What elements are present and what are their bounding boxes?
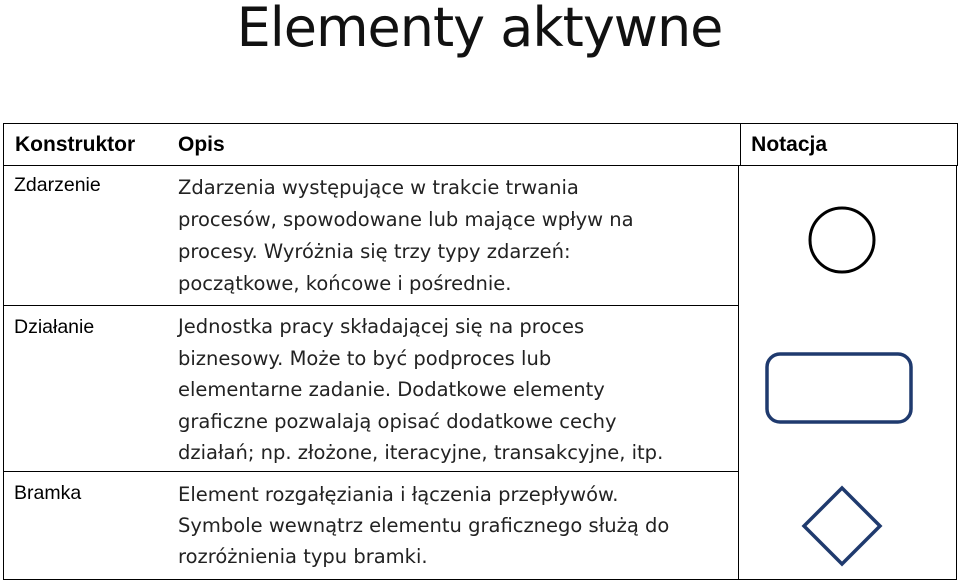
konstruktor-cell: Działanie [14,316,95,338]
opis-line: biznesowy. Może to być podproces lub [178,346,552,370]
opis-cell [178,311,663,469]
header-konstruktor: Konstruktor [15,132,136,156]
table-header-row [4,124,958,166]
header-cell [4,124,741,166]
konstruktor-cell: Bramka [14,482,82,504]
circle-event-icon [807,205,877,275]
opis-line: początkowe, końcowe i pośrednie. [178,272,512,295]
header-opis: Opis [178,133,225,156]
page-title: Elementy aktywne [236,0,723,59]
opis-line: graficzne pozwalają opisać dodatkowe cechy [178,409,617,433]
diamond-gateway-icon [801,485,883,567]
rounded-rectangle-activity-icon [765,352,915,426]
konstruktor-cell: Zdarzenie [14,174,101,196]
opis-line: procesy. Wyróżnia się trzy typy zdarzeń: [178,240,571,263]
opis-line: Symbole wewnątrz elementu graficznego służą do [178,514,670,537]
opis-line: działań; np. złożone, iteracyjne, transakcyjne, itp. [178,441,664,464]
opis-line: Jednostka pracy składającej się na proces [178,315,585,338]
header-notacja: Notacja [741,124,958,166]
opis-line: procesów, spowodowane lub mające wpływ na [178,208,634,231]
opis-line: rozróżnienia typu bramki. [178,545,428,568]
opis-line: Zdarzenia występujące w trakcie trwania [178,176,579,199]
opis-cell [178,172,634,300]
opis-line: Element rozgałęziania i łączenia przepływów. [178,483,619,506]
opis-line: elementarne zadanie. Dodatkowe elementy [178,378,605,401]
opis-cell [178,479,669,572]
table-body [3,165,957,580]
bpmn-elements-table [3,123,958,166]
